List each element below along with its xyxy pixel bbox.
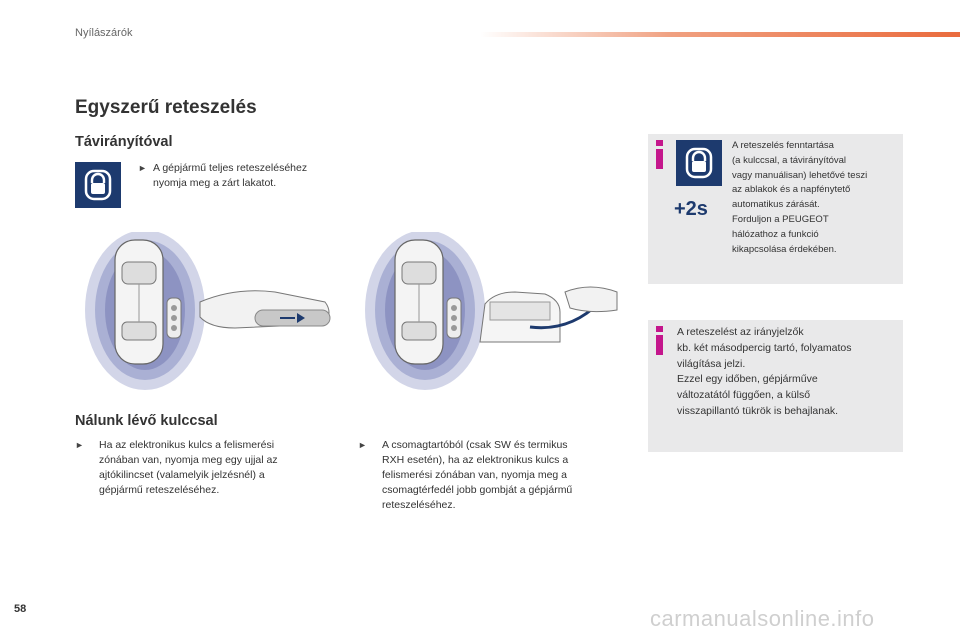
info-box-indicators [648,320,903,452]
key-tailgate-line: felismerési zónában van, nyomja meg a [382,469,568,481]
info-line: változatától függően, a külső [677,389,811,402]
two-second-badge [674,194,724,224]
info-icon [654,140,666,170]
remote-heading: Távirányítóval [75,134,173,150]
watermark: carmanualsonline.info [650,606,875,631]
info-line: az ablakok és a napfénytető [732,184,851,196]
tailgate-illustration [355,232,625,390]
key-tailgate-line: csomagtérfedél jobb gombját a gépjármű [382,484,573,496]
remote-line-1: A gépjármű teljes reteszeléséhez [153,162,308,174]
info-line: A reteszelés fenntartása [732,140,834,151]
header-accent-line [480,32,960,37]
lock-button-icon [676,140,722,186]
section-title: Nyílászárók [75,27,133,39]
key-instruction-door [75,438,335,498]
info-line: A reteszelést az irányjelzők [677,326,804,338]
key-tailgate-line: reteszeléséhez. [382,499,456,511]
bullet-icon: ► [358,440,367,450]
page-title: Egyszerű reteszelés [75,97,257,118]
key-instruction-tailgate [358,438,628,513]
info-line: automatikus zárását. [732,199,820,211]
info-line: kb. két másodpercig tartó, folyamatos [677,341,852,354]
remote-line-2: nyomja meg a zárt lakatot. [153,177,277,189]
key-door-line: zónában van, nyomja meg egy ujjal az [99,454,278,466]
info-line: Forduljon a PEUGEOT [732,213,829,225]
key-tailgate-line: RXH esetén), ha az elektronikus kulcs a [382,454,569,466]
info-line: vagy manuálisan) lehetővé teszi [732,169,868,181]
key-door-line: ajtókilincset (valamelyik jelzésnél) a [99,469,265,481]
bullet-icon: ► [75,440,84,450]
key-door-line: gépjármű reteszeléséhez. [99,484,220,496]
key-tailgate-line: A csomagtartóból (csak SW és termikus [382,439,568,451]
door-handle-illustration [75,232,345,390]
key-door-line: Ha az elektronikus kulcs a felismerési [99,439,275,451]
info-box-text [732,139,897,257]
info-box-lock-maintenance [648,134,903,284]
key-heading: Nálunk lévő kulccsal [75,413,218,429]
info-line: Ezzel egy időben, gépjárműve [677,373,818,386]
info-line: (a kulccsal, a távirányítóval [732,154,847,166]
info-line: visszapillantó tükrök is behajlanak. [677,404,839,417]
remote-instruction [138,161,368,191]
page-number: 58 [14,603,27,615]
info-line: világítása jelzi. [677,357,746,370]
info-line: kikapcsolása érdekében. [732,243,837,255]
info-line: hálózathoz a funkció [732,228,819,240]
info-box-text [677,325,899,420]
info-icon [654,326,666,356]
badge-text: +2s [674,197,708,220]
bullet-icon: ► [138,163,147,173]
lock-button-icon [75,162,121,208]
